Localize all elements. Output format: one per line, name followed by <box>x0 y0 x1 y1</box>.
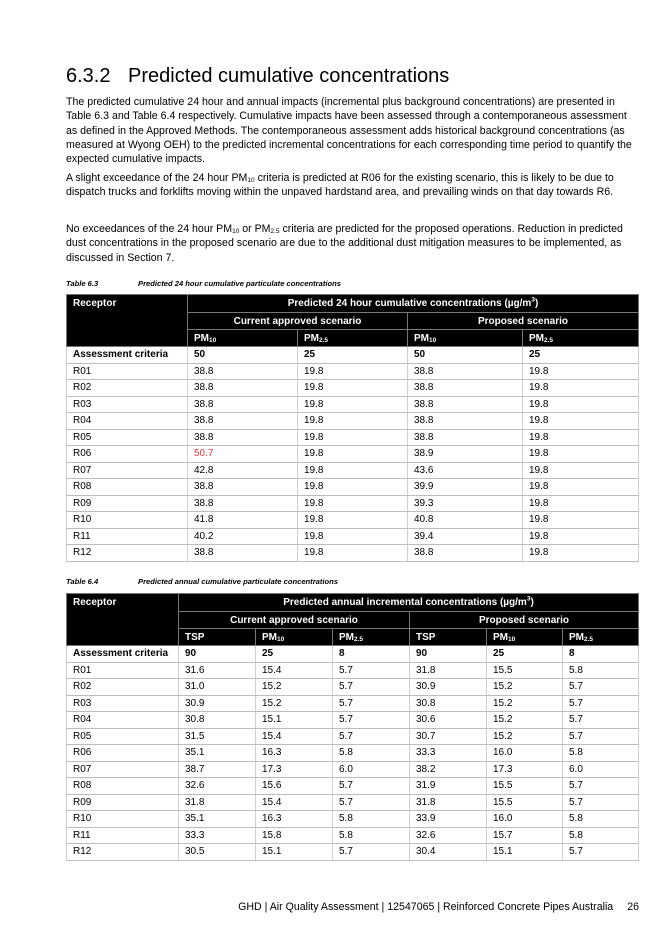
value-cell: 5.7 <box>333 728 410 745</box>
group-header: Predicted 24 hour cumulative concentrations $(\mu g/m^3)$ <box>188 295 639 313</box>
value-cell: 25 <box>256 646 333 663</box>
table-row <box>67 662 639 679</box>
value-cell: 38.8 <box>408 380 523 397</box>
receptor-cell: R06 <box>67 446 188 463</box>
receptor-cell: R09 <box>67 794 179 811</box>
table-row <box>67 728 639 745</box>
table-row <box>67 745 639 762</box>
value-cell: 30.7 <box>410 728 487 745</box>
receptor-cell: R11 <box>67 528 188 545</box>
value-cell: 42.8 <box>188 462 298 479</box>
table-row <box>67 844 639 861</box>
value-cell: 5.8 <box>563 827 639 844</box>
value-cell: 5.7 <box>563 728 639 745</box>
value-cell: 31.8 <box>179 794 256 811</box>
value-cell: 15.1 <box>487 844 563 861</box>
value-cell: 30.8 <box>179 712 256 729</box>
value-cell: 15.1 <box>256 844 333 861</box>
value-cell: 35.1 <box>179 811 256 828</box>
value-cell: 32.6 <box>179 778 256 795</box>
receptor-header: Receptor <box>67 295 188 347</box>
table-6-3 <box>66 294 639 562</box>
value-cell: 40.2 <box>188 528 298 545</box>
value-cell: 50.7 <box>188 446 298 463</box>
value-cell: 25 <box>298 347 408 364</box>
table-6-4-caption-number: Table 6.4 <box>66 577 99 586</box>
col-pm10-proposed: $PM_{10}$ <box>487 629 563 646</box>
value-cell: 19.8 <box>523 363 639 380</box>
value-cell: 38.7 <box>179 761 256 778</box>
receptor-cell: R05 <box>67 429 188 446</box>
value-cell: 16.3 <box>256 811 333 828</box>
section-number: 6.3.2 <box>66 65 111 87</box>
receptor-cell: Assessment criteria <box>67 347 188 364</box>
paragraph-2: A slight exceedance of the 24 hour $PM_{10}$ criteria is predicted at R06 for the existing scenario, this is likely to be due to dispatch trucks and forklifts moving within the unpaved hardstand area, and prevailing winds on that day towards R6. <box>66 172 614 199</box>
value-cell: 15.2 <box>256 679 333 696</box>
col-pm25-proposed: $PM_{2.5}$ <box>523 330 639 347</box>
table-row <box>67 479 639 496</box>
value-cell: 90 <box>410 646 487 663</box>
value-cell: 38.8 <box>188 545 298 562</box>
value-cell: 19.8 <box>298 528 408 545</box>
value-cell: 19.8 <box>298 495 408 512</box>
value-cell: 19.8 <box>298 446 408 463</box>
value-cell: 15.2 <box>256 695 333 712</box>
value-cell: 15.2 <box>487 695 563 712</box>
receptor-cell: R07 <box>67 761 179 778</box>
value-cell: 38.8 <box>188 479 298 496</box>
value-cell: 39.4 <box>408 528 523 545</box>
value-cell: 38.8 <box>408 396 523 413</box>
value-cell: 31.8 <box>410 794 487 811</box>
value-cell: 30.5 <box>179 844 256 861</box>
current-scenario-header: Current approved scenario <box>188 313 408 330</box>
value-cell: 33.3 <box>179 827 256 844</box>
receptor-cell: R12 <box>67 844 179 861</box>
value-cell: 16.0 <box>487 811 563 828</box>
receptor-cell: R04 <box>67 712 179 729</box>
value-cell: 40.8 <box>408 512 523 529</box>
value-cell: 30.8 <box>410 695 487 712</box>
criteria-row <box>67 347 639 364</box>
value-cell: 50 <box>408 347 523 364</box>
value-cell: 8 <box>563 646 639 663</box>
value-cell: 16.0 <box>487 745 563 762</box>
col-tsp-current: TSP <box>179 629 256 646</box>
value-cell: 15.4 <box>256 662 333 679</box>
value-cell: 15.1 <box>256 712 333 729</box>
receptor-cell: R06 <box>67 745 179 762</box>
value-cell: 5.7 <box>333 679 410 696</box>
table-6-4-caption-title: Predicted annual cumulative particulate concentrations <box>138 577 339 586</box>
value-cell: 39.3 <box>408 495 523 512</box>
receptor-cell: R08 <box>67 778 179 795</box>
value-cell: 5.7 <box>563 712 639 729</box>
value-cell: 19.8 <box>298 479 408 496</box>
table-6-3-caption <box>66 279 341 288</box>
value-cell: 19.8 <box>523 380 639 397</box>
table-row <box>67 429 639 446</box>
receptor-cell: Assessment criteria <box>67 646 179 663</box>
table-row <box>67 778 639 795</box>
value-cell: 38.2 <box>410 761 487 778</box>
receptor-cell: R07 <box>67 462 188 479</box>
value-cell: 19.8 <box>298 363 408 380</box>
value-cell: 19.8 <box>523 446 639 463</box>
value-cell: 38.8 <box>188 363 298 380</box>
value-cell: 15.2 <box>487 679 563 696</box>
value-cell: 8 <box>333 646 410 663</box>
value-cell: 19.8 <box>298 462 408 479</box>
current-scenario-header: Current approved scenario <box>179 612 410 629</box>
value-cell: 5.7 <box>563 794 639 811</box>
value-cell: 15.8 <box>256 827 333 844</box>
value-cell: 30.9 <box>410 679 487 696</box>
value-cell: 16.3 <box>256 745 333 762</box>
table-row <box>67 363 639 380</box>
receptor-cell: R09 <box>67 495 188 512</box>
value-cell: 38.8 <box>188 429 298 446</box>
receptor-cell: R01 <box>67 363 188 380</box>
value-cell: 30.4 <box>410 844 487 861</box>
receptor-cell: R03 <box>67 396 188 413</box>
value-cell: 19.8 <box>523 429 639 446</box>
receptor-cell: R10 <box>67 512 188 529</box>
value-cell: 5.7 <box>563 844 639 861</box>
page-footer <box>238 901 639 913</box>
value-cell: 5.7 <box>563 778 639 795</box>
page-number: 26 <box>627 901 639 913</box>
value-cell: 35.1 <box>179 745 256 762</box>
receptor-cell: R01 <box>67 662 179 679</box>
receptor-cell: R10 <box>67 811 179 828</box>
proposed-scenario-header: Proposed scenario <box>410 612 639 629</box>
value-cell: 39.9 <box>408 479 523 496</box>
receptor-cell: R02 <box>67 679 179 696</box>
value-cell: 19.8 <box>523 479 639 496</box>
value-cell: 38.8 <box>408 429 523 446</box>
value-cell: 15.5 <box>487 778 563 795</box>
value-cell: 19.8 <box>523 545 639 562</box>
table-6-4 <box>66 593 639 861</box>
col-tsp-proposed: TSP <box>410 629 487 646</box>
section-title: Predicted cumulative concentrations <box>128 65 450 87</box>
value-cell: 5.7 <box>333 778 410 795</box>
value-cell: 50 <box>188 347 298 364</box>
table-row <box>67 545 639 562</box>
footer-text: GHD | Air Quality Assessment | 12547065 | Reinforced Concrete Pipes Australia <box>238 901 614 913</box>
table-row <box>67 495 639 512</box>
value-cell: 19.8 <box>523 413 639 430</box>
receptor-cell: R04 <box>67 413 188 430</box>
col-pm25-current: $PM_{2.5}$ <box>333 629 410 646</box>
value-cell: 5.7 <box>333 662 410 679</box>
table-6-3-caption-number: Table 6.3 <box>66 279 99 288</box>
table-row <box>67 761 639 778</box>
value-cell: 31.9 <box>410 778 487 795</box>
table-row <box>67 413 639 430</box>
value-cell: 38.9 <box>408 446 523 463</box>
receptor-cell: R12 <box>67 545 188 562</box>
group-header: Predicted annual incremental concentrations $(\mu g/m^3)$ <box>179 594 639 612</box>
value-cell: 19.8 <box>523 495 639 512</box>
value-cell: 5.8 <box>563 811 639 828</box>
value-cell: 6.0 <box>563 761 639 778</box>
value-cell: 5.8 <box>333 827 410 844</box>
table-6-4-caption <box>66 577 338 586</box>
value-cell: 15.5 <box>487 662 563 679</box>
value-cell: 30.6 <box>410 712 487 729</box>
value-cell: 15.2 <box>487 728 563 745</box>
section-heading <box>66 62 449 90</box>
value-cell: 15.6 <box>256 778 333 795</box>
table-row <box>67 712 639 729</box>
value-cell: 5.8 <box>563 662 639 679</box>
value-cell: 25 <box>487 646 563 663</box>
col-pm25-current: $PM_{2.5}$ <box>298 330 408 347</box>
receptor-cell: R08 <box>67 479 188 496</box>
value-cell: 90 <box>179 646 256 663</box>
receptor-cell: R05 <box>67 728 179 745</box>
value-cell: 5.8 <box>333 811 410 828</box>
col-pm10-current: $PM_{10}$ <box>256 629 333 646</box>
col-pm25-proposed: $PM_{2.5}$ <box>563 629 639 646</box>
value-cell: 15.4 <box>256 728 333 745</box>
table-row <box>67 396 639 413</box>
table-row <box>67 827 639 844</box>
value-cell: 31.5 <box>179 728 256 745</box>
receptor-cell: R02 <box>67 380 188 397</box>
value-cell: 5.7 <box>333 794 410 811</box>
value-cell: 41.8 <box>188 512 298 529</box>
value-cell: 31.0 <box>179 679 256 696</box>
table-row <box>67 528 639 545</box>
value-cell: 5.7 <box>563 695 639 712</box>
value-cell: 15.7 <box>487 827 563 844</box>
table-6-3-caption-title: Predicted 24 hour cumulative particulate concentrations <box>138 279 341 288</box>
value-cell: 30.9 <box>179 695 256 712</box>
proposed-scenario-header: Proposed scenario <box>408 313 639 330</box>
value-cell: 5.7 <box>563 679 639 696</box>
value-cell: 38.8 <box>188 495 298 512</box>
table-row <box>67 380 639 397</box>
value-cell: 19.8 <box>298 545 408 562</box>
value-cell: 38.8 <box>188 380 298 397</box>
value-cell: 5.7 <box>333 712 410 729</box>
value-cell: 43.6 <box>408 462 523 479</box>
criteria-row <box>67 646 639 663</box>
value-cell: 19.8 <box>298 396 408 413</box>
table-row <box>67 679 639 696</box>
value-cell: 15.4 <box>256 794 333 811</box>
table-row <box>67 811 639 828</box>
value-cell: 19.8 <box>523 462 639 479</box>
value-cell: 31.6 <box>179 662 256 679</box>
value-cell: 19.8 <box>298 380 408 397</box>
value-cell: 25 <box>523 347 639 364</box>
paragraph-3: No exceedances of the 24 hour $PM_{10}$ or $PM_{2.5}$ criteria are predicted for the proposed operations. Reduction in predicted dust concentrations in the proposed scenario are due to the additional dust mitigation measures to be implemented, as discussed in Section 7. <box>66 223 623 264</box>
col-pm10-current: $PM_{10}$ <box>188 330 298 347</box>
paragraph-1: The predicted cumulative 24 hour and annual impacts (incremental plus background concentrations) are presented in Table 6.3 and Table 6.4 respectively. Cumulative impacts have been assessed through a contemporaneous assessment as defined in the Approved Methods. The contemporaneous assessment adds historical background concentrations (as measured at Wyong OEH) to the predicted incremental concentrations for each corresponding time period to quantify the expected cumulative impacts. <box>66 96 632 166</box>
value-cell: 19.8 <box>523 528 639 545</box>
col-pm10-proposed: $PM_{10}$ <box>408 330 523 347</box>
value-cell: 15.2 <box>487 712 563 729</box>
value-cell: 38.8 <box>188 396 298 413</box>
value-cell: 19.8 <box>298 512 408 529</box>
table-row <box>67 695 639 712</box>
value-cell: 17.3 <box>256 761 333 778</box>
receptor-header: Receptor <box>67 594 179 646</box>
receptor-cell: R11 <box>67 827 179 844</box>
value-cell: 5.7 <box>333 844 410 861</box>
value-cell: 38.8 <box>408 545 523 562</box>
value-cell: 19.8 <box>298 413 408 430</box>
value-cell: 19.8 <box>523 512 639 529</box>
value-cell: 15.5 <box>487 794 563 811</box>
value-cell: 19.8 <box>523 396 639 413</box>
receptor-cell: R03 <box>67 695 179 712</box>
value-cell: 38.8 <box>408 363 523 380</box>
value-cell: 33.3 <box>410 745 487 762</box>
value-cell: 6.0 <box>333 761 410 778</box>
value-cell: 17.3 <box>487 761 563 778</box>
table-row <box>67 794 639 811</box>
value-cell: 33.9 <box>410 811 487 828</box>
table-row <box>67 512 639 529</box>
value-cell: 5.8 <box>333 745 410 762</box>
value-cell: 32.6 <box>410 827 487 844</box>
table-row <box>67 446 639 463</box>
value-cell: 38.8 <box>188 413 298 430</box>
table-row <box>67 462 639 479</box>
value-cell: 5.7 <box>333 695 410 712</box>
value-cell: 38.8 <box>408 413 523 430</box>
value-cell: 31.8 <box>410 662 487 679</box>
value-cell: 19.8 <box>298 429 408 446</box>
value-cell: 5.8 <box>563 745 639 762</box>
